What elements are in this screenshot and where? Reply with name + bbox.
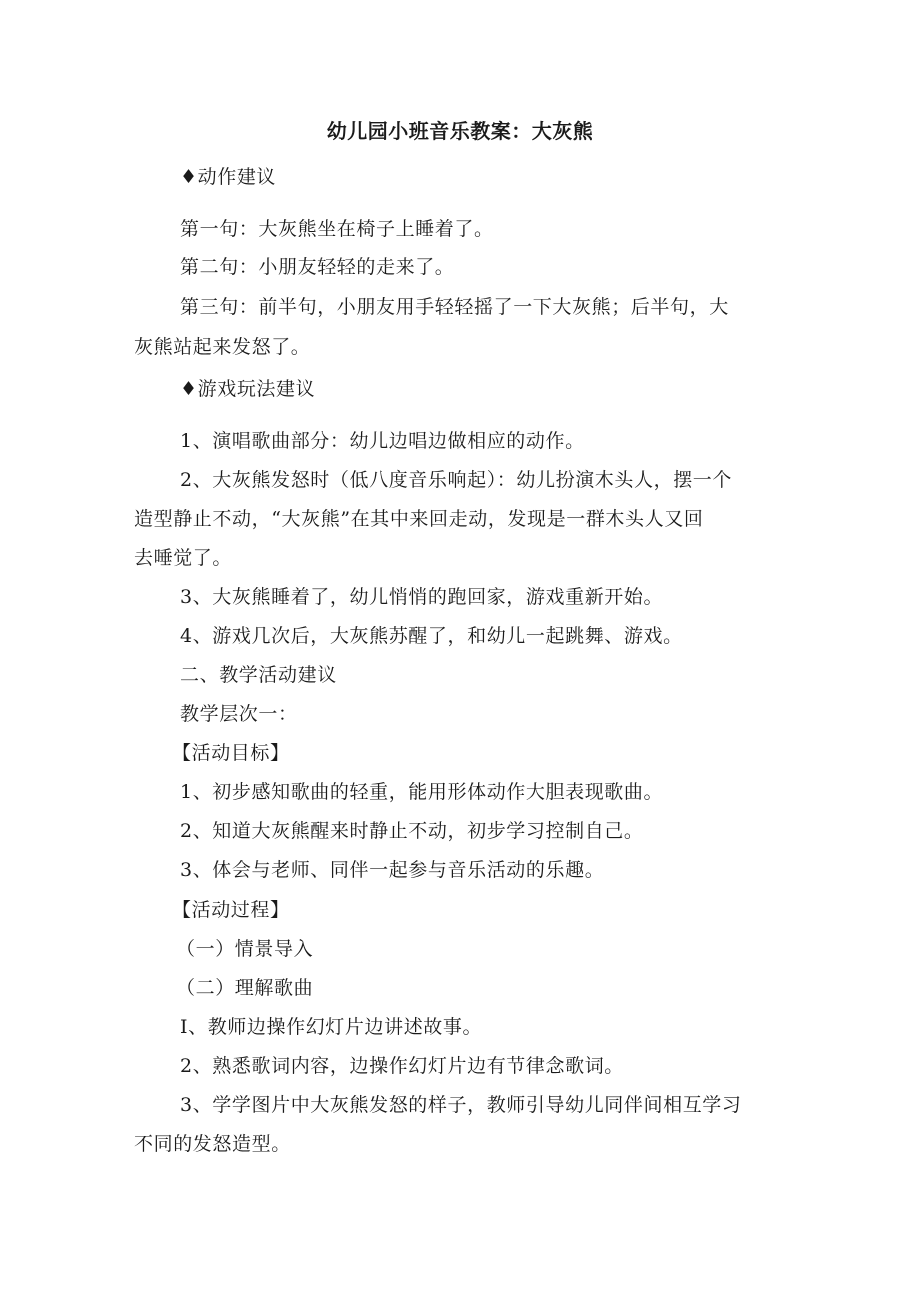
step-heading: （一）情景导入 [176, 938, 314, 960]
list-item-wrap: 不同的发怒造型。 [134, 1133, 291, 1155]
subheading-level: 教学层次一： [180, 703, 298, 725]
section-heading-teaching: 二、教学活动建议 [180, 664, 337, 686]
section-heading-actions: ♦动作建议 [180, 166, 277, 188]
paragraph-line-wrap: 灰熊站起来发怒了。 [134, 336, 311, 358]
list-item: 2、大灰熊发怒时（低八度音乐响起）：幼儿扮演木头人，摆一个 [180, 469, 732, 491]
subheading-process: 【活动过程】 [172, 899, 290, 921]
list-item: I、教师边操作幻灯片边讲述故事。 [180, 1016, 483, 1038]
list-item: 1、演唱歌曲部分：幼儿边唱边做相应的动作。 [180, 430, 585, 452]
list-item: 3、学学图片中大灰熊发怒的样子，教师引导幼儿同伴间相互学习 [180, 1094, 742, 1116]
list-item: 2、知道大灰熊醒来时静止不动，初步学习控制自己。 [180, 820, 644, 842]
paragraph-line: 第一句：大灰熊坐在椅子上睡着了。 [180, 218, 494, 240]
section-heading-game: ♦游戏玩法建议 [180, 378, 316, 400]
paragraph-line: 第三句：前半句，小朋友用手轻轻摇了一下大灰熊；后半句，大 [180, 296, 729, 318]
subheading-goals: 【活动目标】 [172, 742, 290, 764]
list-item: 3、体会与老师、同伴一起参与音乐活动的乐趣。 [180, 859, 605, 881]
list-item: 2、熟悉歌词内容，边操作幻灯片边有节律念歌词。 [180, 1055, 624, 1077]
list-item-wrap: 造型静止不动，“大灰熊”在其中来回走动，发现是一群木头人又回 [134, 508, 704, 530]
document-title: 幼儿园小班音乐教案：大灰熊 [326, 119, 594, 143]
list-item: 3、大灰熊睡着了，幼儿悄悄的跑回家，游戏重新开始。 [180, 586, 664, 608]
paragraph-line: 第二句：小朋友轻轻的走来了。 [180, 256, 455, 278]
step-heading: （二）理解歌曲 [176, 977, 314, 999]
list-item: 1、初步感知歌曲的轻重，能用形体动作大胆表现歌曲。 [180, 781, 664, 803]
list-item: 4、游戏几次后，大灰熊苏醒了，和幼儿一起跳舞、游戏。 [180, 625, 683, 647]
list-item-wrap: 去唾觉了。 [134, 547, 233, 569]
